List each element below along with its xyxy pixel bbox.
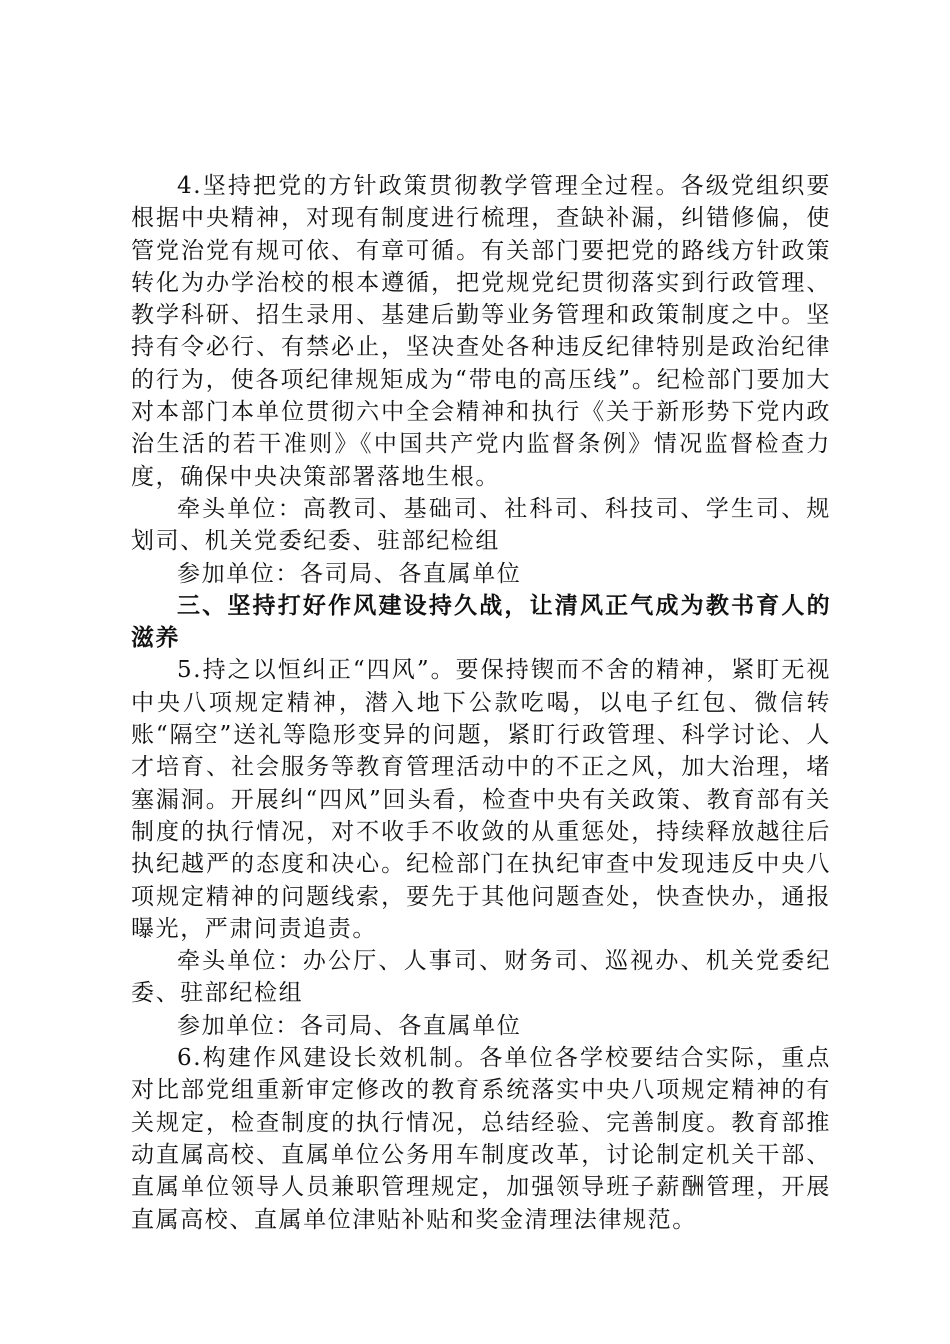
section-heading-3: 三、坚持打好作风建设持久战，让清风正气成为教书育人的滋养 <box>131 591 831 652</box>
paragraph-item-6: 6.构建作风建设长效机制。各单位各学校要结合实际，重点对比部党组重新审定修改的教育系统落实中央八项规定精神的有关规定，检查制度的执行情况，总结经验、完善制度。教育部推动直属高校、直属单位公务用车制度改革，讨论制定机关干部、直属单位领导人员兼职管理规定，加强领导班子薪酬管理，开展直属高校、直属单位津贴补贴和奖金清理法律规范。 <box>131 1045 831 1233</box>
lead-units-item-4: 牵头单位：高教司、基础司、社科司、科技司、学生司、规划司、机关党委纪委、驻部纪检组 <box>131 495 831 555</box>
paragraph-item-5: 5.持之以恒纠正“四风”。要保持锲而不舍的精神，紧盯无视中央八项规定精神，潜入地下公款吃喝，以电子红包、微信转账“隔空”送礼等隐形变异的问题，紧盯行政管理、科学讨论、人才培育、社会服务等教育管理活动中的不正之风，加大治理，堵塞漏洞。开展纠“四风”回头看，检查中央有关政策、教育部有关制度的执行情况，对不收手不收敛的从重惩处，持续释放越往后执纪越严的态度和决心。纪检部门在执纪审查中发现违反中央八项规定精神的问题线索，要先于其他问题查处，快查快办，通报曝光，严肃问责追责。 <box>131 657 831 942</box>
document-body <box>131 170 831 1236</box>
participating-units-item-4: 参加单位：各司局、各直属单位 <box>177 560 522 587</box>
lead-units-item-5: 牵头单位：办公厅、人事司、财务司、巡视办、机关党委纪委、驻部纪检组 <box>131 948 831 1007</box>
participating-units-item-5: 参加单位：各司局、各直属单位 <box>177 1012 522 1039</box>
paragraph-item-4: 4.坚持把党的方针政策贯彻教学管理全过程。各级党组织要根据中央精神，对现有制度进行梳理，查缺补漏，纠错修偏，使管党治党有规可依、有章可循。有关部门要把党的路线方针政策转化为办学治校的根本遵循，把党规党纪贯彻落实到行政管理、教学科研、招生录用、基建后勤等业务管理和政策制度之中。坚持有令必行、有禁必止，坚决查处各种违反纪律特别是政治纪律的行为，使各项纪律规矩成为“带电的高压线”。纪检部门要加大对本部门本单位贯彻六中全会精神和执行《关于新形势下党内政治生活的若干准则》《中国共产党内监督条例》情况监督检查力度，确保中央决策部署落地生根。 <box>131 173 831 490</box>
